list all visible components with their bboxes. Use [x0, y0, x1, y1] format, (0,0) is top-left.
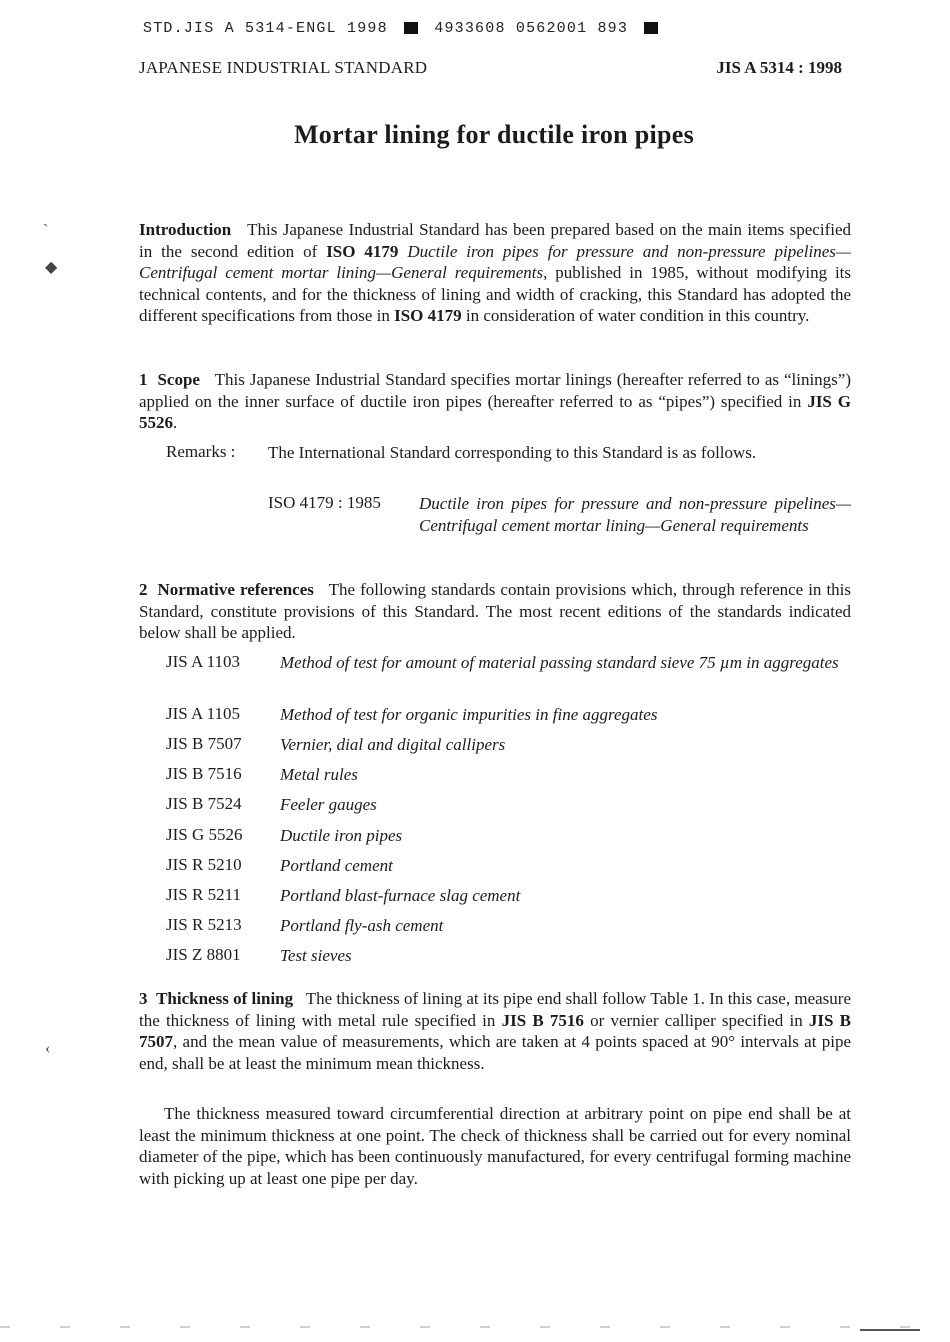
- iso-title: Ductile iron pipes for pressure and non-pressure pipelines—Centrifugal cement mortar lining—General requirements: [139, 241, 851, 282]
- normative-references-text: The following standards contain provisions which, through reference in this Standard, constitute provisions of this Standard. The most recent editions of the standards indicated below shall be applied.: [139, 580, 852, 642]
- reference-title: Test sieves: [280, 946, 352, 965]
- remarks-label: Remarks :: [166, 442, 236, 461]
- reference-code: JIS Z 8801: [166, 945, 241, 964]
- reference-code: JIS B 7524: [166, 794, 242, 813]
- reference-title: Method of test for amount of material passing standard sieve 75 µm in aggregates: [280, 653, 839, 672]
- normative-references-paragraph: [139, 579, 851, 644]
- thickness-text: , and the mean value of measurements, which are taken at 4 points spaced at 90° intervals at pipe end, shall be at least the minimum mean thickness.: [139, 1032, 851, 1073]
- document-title: Mortar lining for ductile iron pipes: [293, 120, 695, 149]
- scope-heading: Scope: [157, 370, 200, 389]
- reference-title: Feeler gauges: [280, 795, 377, 814]
- margin-mark: ˋ: [43, 222, 49, 239]
- header-standard-name: JAPANESE INDUSTRIAL STANDARD: [139, 58, 428, 77]
- reference-code: JIS A 1105: [166, 704, 241, 723]
- stamp-block: [644, 22, 658, 34]
- iso-reference: ISO 4179: [394, 306, 462, 325]
- thickness-text: or vernier calliper specified in: [590, 1010, 803, 1030]
- margin-mark: ‹: [45, 1040, 51, 1057]
- reference-title: Portland blast-furnace slag cement: [280, 886, 521, 905]
- reference-code: JIS B 7507: [166, 734, 242, 753]
- reference-title: Portland cement: [280, 856, 393, 875]
- reference-title: Metal rules: [280, 765, 358, 784]
- scope-paragraph: [139, 369, 851, 434]
- header-standard-number: JIS A 5314 : 1998: [716, 58, 842, 77]
- scope-text: This Japanese Industrial Standard specifies mortar linings (hereafter referred to as “linings”) applied on the inner surface of ductile iron pipes (hereafter referred to as “pipes”) specified in: [139, 370, 851, 411]
- stamp-left: STD.JIS A 5314-ENGL 1998: [143, 20, 388, 37]
- normative-references-heading: Normative references: [157, 580, 314, 599]
- reference-title: Portland fly-ash cement: [280, 916, 444, 935]
- iso-title: Ductile iron pipes for pressure and non-pressure pipelines—Centrifugal cement mortar lining—General requirements: [419, 494, 851, 535]
- margin-mark: ◆: [45, 259, 58, 276]
- scope-text: .: [173, 413, 178, 432]
- stamp-block: [404, 22, 418, 34]
- reference-title: Method of test for organic impurities in fine aggregates: [280, 705, 658, 724]
- reference-title: Ductile iron pipes: [280, 826, 403, 845]
- introduction-text: , published in 1985, without modifying its technical contents, and for the thickness of lining and width of cracking, this Standard has adopted the different specifications from those in: [139, 263, 852, 325]
- section-number: 1: [139, 370, 148, 389]
- remarks-text: The International Standard corresponding to this Standard is as follows.: [268, 443, 757, 462]
- introduction-heading: Introduction: [139, 220, 232, 239]
- bottom-rule: [860, 1329, 920, 1331]
- thickness-paragraph: [139, 988, 851, 1074]
- reference-code: JIS G 5526: [166, 825, 243, 844]
- introduction-text: in consideration of water condition in this country.: [465, 306, 810, 325]
- iso-reference: ISO 4179: [326, 241, 399, 261]
- reference-code: JIS R 5213: [166, 915, 242, 934]
- iso-code: ISO 4179 : 1985: [268, 493, 381, 512]
- introduction-text: This Japanese Industrial Standard has been prepared based on the main items specified in the second edition of: [139, 220, 851, 261]
- document-stamp: [143, 20, 664, 37]
- reference-title: Vernier, dial and digital callipers: [280, 735, 506, 754]
- introduction-paragraph: [139, 219, 851, 327]
- section-number: 3: [139, 989, 148, 1008]
- jis-reference: JIS G 5526: [139, 391, 852, 432]
- reference-code: JIS B 7516: [166, 764, 242, 783]
- reference-code: JIS R 5211: [166, 885, 241, 904]
- scan-artifact: [0, 1326, 950, 1328]
- thickness-text: The thickness of lining at its pipe end shall follow Table 1. In this case, measure the thickness of lining with metal rule specified in: [139, 989, 851, 1030]
- jis-reference: JIS B 7516: [501, 1010, 584, 1030]
- thickness-heading: Thickness of lining: [156, 989, 294, 1008]
- thickness-check-paragraph: The thickness measured toward circumferential direction at arbitrary point on pipe end shall be at least the minimum thickness at one point. The check of thickness shall be carried out for every nominal diameter of the pipe, which has been continuously manufactured, for every centrifugal forming machine with picking up at least one pipe per day.: [139, 1104, 851, 1188]
- reference-code: JIS A 1103: [166, 652, 241, 671]
- reference-code: JIS R 5210: [166, 855, 242, 874]
- section-number: 2: [139, 580, 148, 599]
- stamp-code: 4933608 0562001 893: [434, 20, 629, 37]
- jis-reference: JIS B 7507: [139, 1010, 852, 1051]
